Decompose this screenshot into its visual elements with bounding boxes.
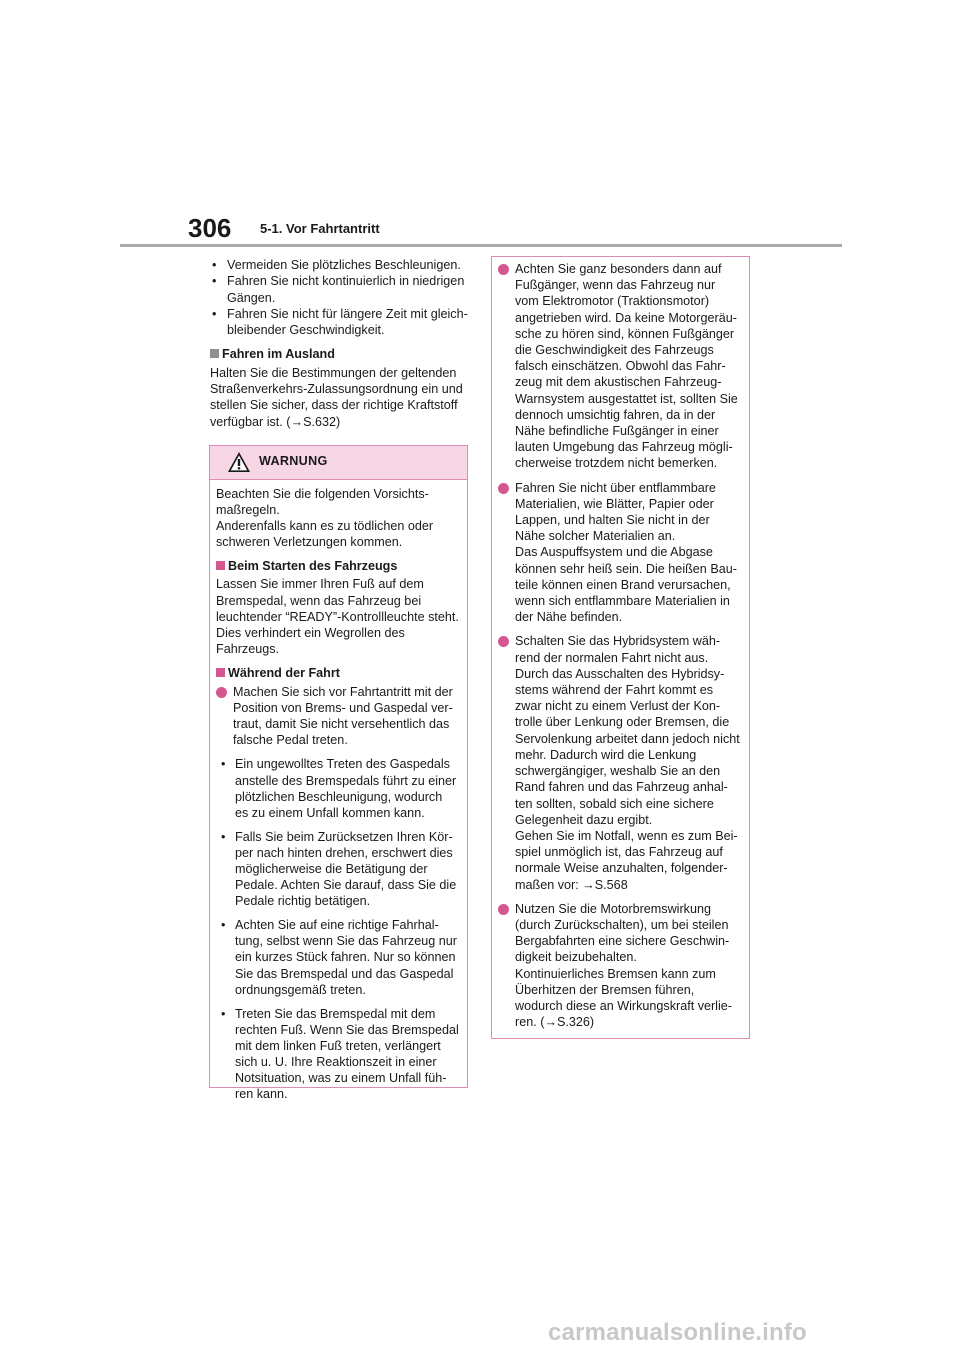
abroad-text: Halten Sie die Bestimmungen der geltenden Straßenverkehrs-Zulassungsordnung ein und stellen Sie sicher, dass der richtige Kraftstoff verfügbar ist. (→S.632) (210, 365, 463, 429)
round-bullet-icon (498, 483, 509, 494)
driving-bullet: • Ein ungewolltes Treten des Gaspedals anstelle des Bremspedals führt zu einer plötzlichen Beschleunigung, wodurch es zu einem Unfall kommen kann. (216, 756, 459, 820)
list-item-text: Fahren Sie nicht über entflammbare Materialien, wie Blätter, Papier oder Lappen, und halten Sie nicht in der Nähe solcher Materialien an. Das Auspuffsystem und die Abgase können sehr heiß sein. Die heißen Bau-teile können einen Brand verursachen, wenn sich entflammbare Materialien in der Nähe befinden. (515, 480, 737, 625)
start-heading (216, 558, 459, 574)
warning-continuation-box (491, 256, 750, 1039)
abroad-heading-text: Fahren im Ausland (222, 347, 335, 362)
page-number: 306 (188, 213, 232, 243)
list-item (498, 480, 741, 626)
start-heading-text: Beim Starten des Fahrzeugs (228, 559, 398, 574)
round-bullet-icon (498, 264, 509, 275)
bullet-item: • Fahren Sie nicht kontinuierlich in niedrigen Gängen. (210, 273, 472, 306)
header-rule (120, 244, 842, 247)
square-bullet-icon (216, 668, 225, 677)
warning-box (209, 445, 468, 1102)
start-text: Lassen Sie immer Ihren Fuß auf dem Bremspedal, wenn das Fahrzeug bei leuchtender “READY”-Kontrollleuchte steht. Dies verhindert ein Wegrollen des Fahrzeugs. (216, 577, 459, 656)
section-title: 5-1. Vor Fahrtantritt (260, 221, 380, 236)
driving-bullet: • Treten Sie das Bremspedal mit dem rechten Fuß. Wenn Sie das Bremspedal mit dem linken Fuß treten, verlängert sich u. U. Ihre Reaktionszeit in einer Notsituation, was zu einem Unfall füh-ren kann. (216, 1006, 459, 1103)
warning-intro: Beachten Sie die folgenden Vorsichts-maßregeln. Anderenfalls kann es zu tödlichen oder schweren Verletzungen kommen. (216, 487, 434, 550)
list-item-text: Nutzen Sie die Motorbremswirkung (durch Zurückschalten), um bei steilen Bergabfahrten eine sichere Geschwin-digkeit beizubehalten. Kontinuierliches Bremsen kann zum Überhitzen der Bremsen führen, wodurch diese an Wirkungskraft verlie-ren. (→S.326) (515, 901, 732, 1030)
abroad-heading (210, 346, 472, 362)
list-item (498, 633, 741, 892)
driving-bullet: • Achten Sie auf eine richtige Fahrhal-tung, selbst wenn Sie das Fahrzeug nur ein kurzes Stück fahren. Nur so können Sie das Bremspedal und das Gaspedal ordnungsgemäß treten. (216, 917, 459, 997)
list-item-text: Achten Sie ganz besonders dann auf Fußgänger, wenn das Fahrzeug nur vom Elektromotor (Traktionsmotor) angetrieben wird. Da keine Motorgeräu-sche zu hören sind, können Fußgänger die Geschwindigkeit des Fahrzeugs falsch einschätzen. Obwohl das Fahr-zeug mit dem akustischen Fahrzeug-Warnsystem ausgestattet ist, sollten Sie dennoch umsichtig fahren, da in der Nähe befindliche Fußgänger in einer lauten Umgebung das Fahrzeug mögli-cherweise trotzdem nicht bemerken. (515, 262, 738, 471)
round-bullet-icon (216, 687, 227, 698)
round-bullet-icon (498, 904, 509, 915)
warning-header (210, 446, 467, 480)
round-bullet-icon (498, 636, 509, 647)
left-column (210, 257, 472, 430)
warning-triangle-icon (227, 451, 251, 473)
bullet-item: • Vermeiden Sie plötzliches Beschleunigen. (210, 257, 472, 273)
list-item (498, 901, 741, 1031)
bullet-item: • Fahren Sie nicht für längere Zeit mit gleich-bleibender Geschwindigkeit. (210, 306, 472, 339)
driving-heading-text: Während der Fahrt (228, 665, 340, 680)
square-bullet-icon (210, 349, 219, 358)
list-item (498, 261, 741, 472)
driving-dot-item (216, 684, 459, 748)
warning-title: WARNUNG (259, 454, 328, 468)
square-bullet-icon (216, 561, 225, 570)
driving-dot-text: Machen Sie sich vor Fahrtantritt mit der Position von Brems- und Gaspedal ver-traut, damit Sie nicht versehentlich das falsche Pedal treten. (233, 685, 453, 748)
driving-heading (216, 665, 459, 681)
warning-body (210, 480, 467, 1102)
footer-watermark: carmanualsonline.info (548, 1319, 807, 1346)
driving-bullet: • Falls Sie beim Zurücksetzen Ihren Kör-per nach hinten drehen, erschwert dies möglicherweise die Betätigung der Pedale. Achten Sie darauf, dass Sie die Pedale richtig betätigen. (216, 829, 459, 909)
list-item-text: Schalten Sie das Hybridsystem wäh-rend der normalen Fahrt nicht aus. Durch das Ausschalten des Hybridsy-stems während der Fahrt kommt es zwar nicht zu einem Verlust der Kon-trolle über Lenkung oder Bremsen, die Servolenkung arbeitet dann jedoch nicht mehr. Dadurch wird die Lenkung schwergängiger, weshalb Sie an den Rand fahren und das Fahrzeug anhal-ten sollten, sobald sich eine sichere Gelegenheit dazu ergibt. Gehen Sie im Notfall, wenn es zum Bei-spiel unmöglich ist, das Fahrzeug auf normale Weise anzuhalten, folgender-maßen vor: →S.568 (515, 634, 740, 892)
